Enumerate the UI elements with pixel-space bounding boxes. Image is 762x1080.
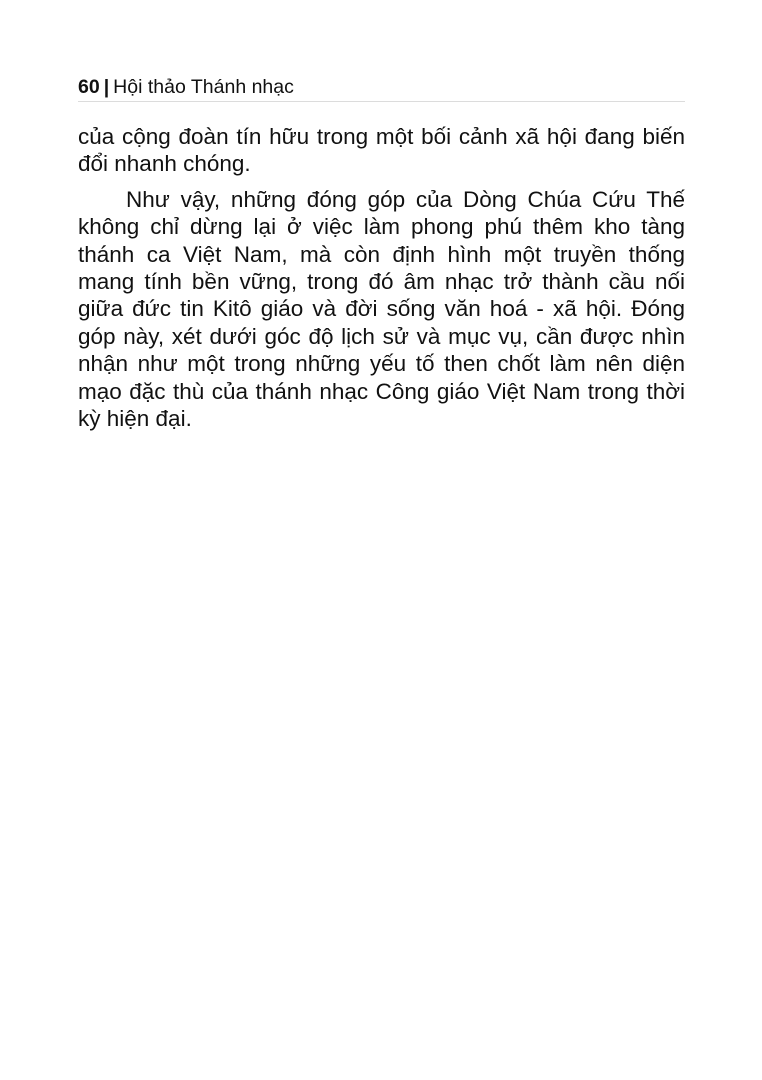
- running-header: [78, 74, 685, 102]
- header-title: Hội thảo Thánh nhạc: [113, 76, 294, 98]
- body-text: [78, 123, 685, 432]
- header-separator: |: [103, 76, 110, 98]
- paragraph-continued: của cộng đoàn tín hữu trong một bối cảnh xã hội đang biến đổi nhanh chóng.: [78, 124, 685, 177]
- document-page: [78, 74, 685, 432]
- paragraph: Như vậy, những đóng góp của Dòng Chúa Cứu Thế không chỉ dừng lại ở việc làm phong phú thêm kho tàng thánh ca Việt Nam, mà còn định hình một truyền thống mang tính bền vững, trong đó âm nhạc trở thành cầu nối giữa đức tin Kitô giáo và đời sống văn hoá - xã hội. Đóng góp này, xét dưới góc độ lịch sử và mục vụ, cần được nhìn nhận như một trong những yếu tố then chốt làm nên diện mạo đặc thù của thánh nhạc Công giáo Việt Nam trong thời kỳ hiện đại.: [78, 186, 685, 432]
- page-number: 60: [78, 76, 100, 98]
